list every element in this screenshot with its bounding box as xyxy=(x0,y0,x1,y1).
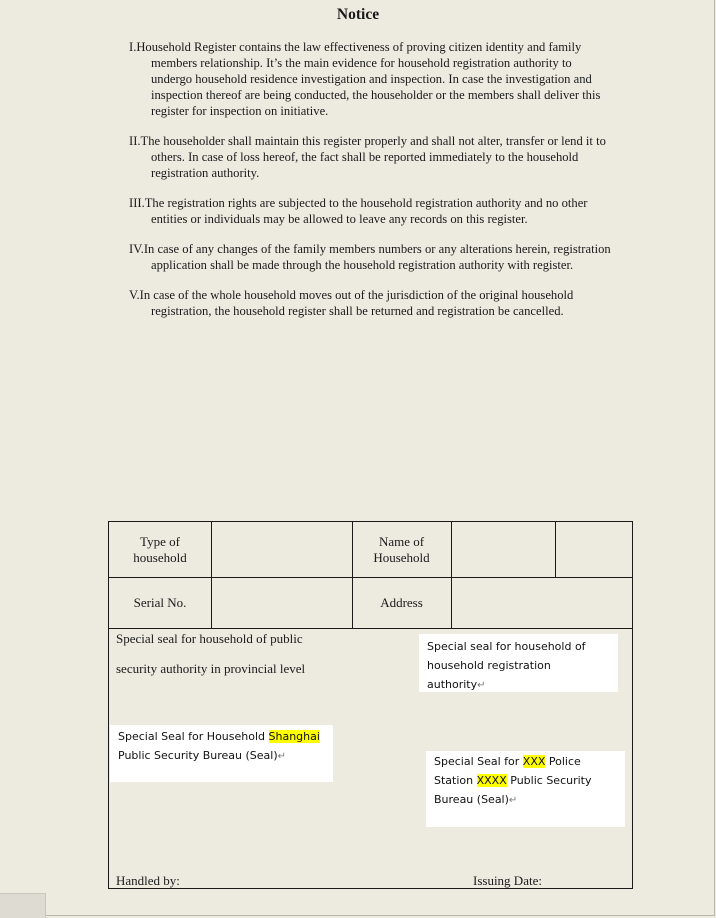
window-corner-tab xyxy=(0,893,46,918)
seal-shanghai-bureau: Special Seal for Household Shanghai Public Security Bureau (Seal)↵ xyxy=(110,725,333,782)
address-label: Address xyxy=(380,595,423,610)
highlight-shanghai: Shanghai xyxy=(268,730,320,743)
notice-item-3: III.The registration rights are subjected to the household registration authority and no other entities or individuals may be allowed to leave any records on this register. xyxy=(129,196,588,226)
notice-list xyxy=(129,39,614,333)
notice-title: Notice xyxy=(336,6,380,23)
table-row-divider-1 xyxy=(109,577,632,578)
table-col-divider-3 xyxy=(451,522,452,629)
issuing-date-label: Issuing Date: xyxy=(473,873,542,888)
seal-police-station: Special Seal for XXX Police Station XXXX Public Security Bureau (Seal)↵ xyxy=(426,751,625,827)
notice-item-2: II.The householder shall maintain this register properly and shall not alter, transfer or lend it to others. In case of loss hereof, the fact shall be reported immediately to the household registration authority. xyxy=(129,134,606,180)
notice-item-1: I.Household Register contains the law effectiveness of proving citizen identity and family members relationship. It’s the main evidence for household registration authority to undergo household residence investigation and inspection. In case the investigation and inspection thereof are being conducted, the householder or the members shall deliver this register for inspection on initiative. xyxy=(129,40,601,118)
name-of-household-label: Name of Household xyxy=(373,534,430,565)
type-of-household-label: Type of household xyxy=(133,534,187,565)
provincial-seal-text: Special seal for household of public security authority in provincial level xyxy=(116,631,306,676)
notice-item-4: IV.In case of any changes of the family members numbers or any alterations herein, registration application shall be made through the household registration authority with register. xyxy=(129,242,611,272)
table-col-divider-4 xyxy=(555,522,556,578)
handled-by-label: Handled by: xyxy=(116,873,180,888)
paragraph-mark-icon: ↵ xyxy=(277,751,287,762)
table-col-divider-1 xyxy=(211,522,212,629)
serial-no-label: Serial No. xyxy=(133,595,187,610)
paragraph-mark-icon: ↵ xyxy=(508,795,518,806)
registration-table xyxy=(108,521,633,889)
highlight-xxxx: XXXX xyxy=(476,774,507,787)
highlight-xxx: XXX xyxy=(522,755,546,768)
paragraph-mark-icon: ↵ xyxy=(477,680,486,691)
seal-registration-authority: Special seal for household of household registration authority↵ xyxy=(419,634,618,692)
notice-item-5: V.In case of the whole household moves out of the jurisdiction of the original household registration, the household register shall be returned and registration be cancelled. xyxy=(129,288,574,318)
